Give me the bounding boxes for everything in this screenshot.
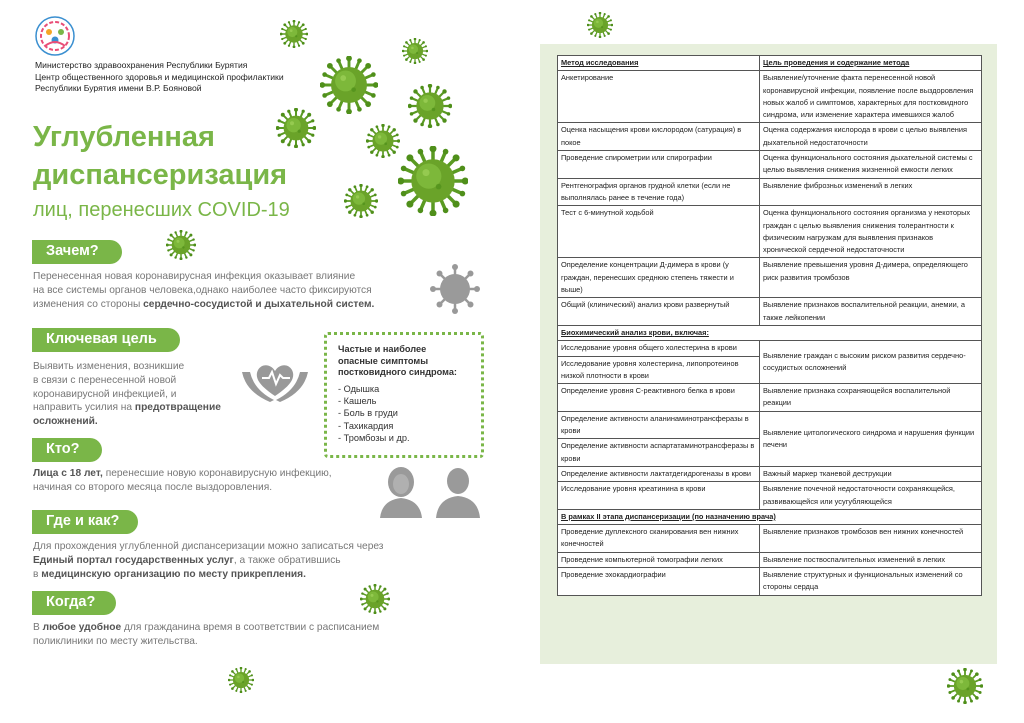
- table-row: [558, 298, 982, 326]
- table-cell: Выявление поствоспалительных изменений в легких: [760, 552, 982, 567]
- table-cell: Оценка функционального состояния организма у некоторых граждан с целью выявления снижения толерантности к физическим нагрузкам для выявления признаков хронической сердечной недостаточности: [760, 206, 982, 258]
- where-heading: Где и как?: [32, 510, 138, 534]
- who-heading: Кто?: [32, 438, 102, 462]
- virus-icon: [366, 124, 400, 158]
- virus-icon: [344, 184, 378, 218]
- table-cell: Выявление фиброзных изменений в легких: [760, 178, 982, 206]
- table-cell: Оценка функционального состояния дыхательной системы с целью выявления снижения жизненной емкости легких: [760, 151, 982, 179]
- table-cell: Выявление/уточнение факта перенесенной новой коронавирусной инфекции, появление после выздоровления новых жалоб и симптомов, характерных для постковидного синдрома, или изменение характера имевшихся жалоб: [760, 71, 982, 123]
- table-cell: Выявление признаков тромбозов вен нижних конечностей: [760, 525, 982, 553]
- table-cell: Определение активности лактатдегидрогеназы в крови: [558, 466, 760, 481]
- goal-text: Выявить изменения, возникшие в связи с перенесенной новой коронавирусной инфекцией, и направить усилия на предотвращение осложнений.: [33, 361, 221, 428]
- virus-icon: [320, 56, 378, 114]
- table-row: [558, 552, 982, 567]
- methods-table: [557, 55, 982, 596]
- table-row: [558, 525, 982, 553]
- table-section-row: [558, 325, 982, 340]
- column-header: Метод исследования: [558, 56, 760, 71]
- virus-icon: [408, 84, 452, 128]
- why-text: Перенесенная новая коронавирусная инфекция оказывает влияние на все системы органов человека,однако наиболее часто фиксируются изменения со стороны сердечно-сосудистой и дыхательной систем.: [33, 271, 375, 310]
- grey-virus-icon: [430, 264, 480, 314]
- table-cell: Проведение дуплексного сканирования вен нижних конечностей: [558, 525, 760, 553]
- column-header: Цель проведения и содержание метода: [760, 56, 982, 71]
- virus-icon: [947, 668, 983, 704]
- table-cell: Исследование уровня креатинина в крови: [558, 482, 760, 510]
- table-row: [558, 411, 982, 439]
- page-title: Углубленная диспансеризация: [33, 121, 288, 191]
- table-cell: Проведение эхокардиографии: [558, 567, 760, 595]
- virus-icon: [166, 230, 196, 260]
- virus-icon: [280, 20, 308, 48]
- logo-icon: [35, 16, 75, 56]
- table-cell: Определение концентрации Д-димера в крови (у граждан, перенесших среднюю степень тяжести и выше): [558, 258, 760, 298]
- virus-icon: [402, 38, 428, 64]
- virus-icon: [587, 12, 613, 38]
- table-cell: Тест с 6-минутной ходьбой: [558, 206, 760, 258]
- ministry-header: [35, 60, 284, 95]
- table-cell: Проведение компьютерной томографии легких: [558, 552, 760, 567]
- virus-icon: [276, 108, 316, 148]
- where-text: Для прохождения углубленной диспансеризации можно записаться через Единый портал государственных услуг, а также обратившись в медицинскую организацию по месту прикрепления.: [33, 541, 384, 580]
- table-cell: Выявление почечной недостаточности сохраняющейся, развивающейся или усугубляющейся: [760, 482, 982, 510]
- table-cell: Выявление превышения уровня Д-димера, определяющего риск развития тромбозов: [760, 258, 982, 298]
- heart-hands-icon: [240, 358, 310, 404]
- table-row: [558, 482, 982, 510]
- table-row: [558, 151, 982, 179]
- who-text: Лица с 18 лет, перенесшие новую коронавирусную инфекцию, начиная со второго месяца после выздоровления.: [33, 468, 332, 493]
- table-cell: Проведение спирометрии или спирографии: [558, 151, 760, 179]
- table-cell: Общий (клинический) анализ крови развернутый: [558, 298, 760, 326]
- table-cell: Оценка насыщения крови кислородом (сатурация) в покое: [558, 123, 760, 151]
- table-section-row: [558, 509, 982, 524]
- symptoms-title: Частые и наиболее опасные симптомы постковидного синдрома:: [338, 344, 457, 377]
- when-heading: Когда?: [32, 591, 116, 615]
- list-item: - Боль в груди: [338, 407, 481, 419]
- table-row: [558, 178, 982, 206]
- goal-heading: Ключевая цель: [32, 328, 180, 352]
- table-cell: Выявление признаков воспалительной реакции, анемии, а также лейкопении: [760, 298, 982, 326]
- page-subtitle: лиц, перенесших COVID-19: [33, 199, 290, 221]
- table-header-row: [558, 56, 982, 71]
- table-cell: Оценка содержания кислорода в крови с целью выявления дыхательной недостаточности: [760, 123, 982, 151]
- list-item: - Тромбозы и др.: [338, 432, 481, 444]
- virus-icon: [228, 667, 254, 693]
- table-cell: Важный маркер тканевой деструкции: [760, 466, 982, 481]
- table-row: [558, 123, 982, 151]
- table-cell: Определение активности аланинаминотрансферазы в крови: [558, 411, 760, 439]
- ministry-line: Центр общественного здоровья и медицинской профилактики: [35, 71, 284, 82]
- table-cell: Выявление граждан с высоким риском развития сердечно-сосудистых осложнений: [760, 341, 982, 384]
- table-row: [558, 384, 982, 412]
- table-row: [558, 71, 982, 123]
- table-row: [558, 567, 982, 595]
- table-cell: Исследование уровня холестерина, липопротеинов низкой плотности в крови: [558, 356, 760, 384]
- virus-icon: [360, 584, 390, 614]
- table-cell: Рентгенография органов грудной клетки (если не выполнялась ранее в течение года): [558, 178, 760, 206]
- woman-silhouette-icon: [378, 466, 424, 518]
- man-silhouette-icon: [434, 466, 482, 518]
- symptoms-list: [338, 383, 481, 445]
- table-cell: Определение активности аспартатаминотрансферазы в крови: [558, 439, 760, 467]
- table-section-heading: Биохимический анализ крови, включая:: [558, 325, 982, 340]
- table-section-heading: В рамках II этапа диспансеризации (по назначению врача): [558, 509, 982, 524]
- table-row: [558, 341, 982, 356]
- table-row: [558, 206, 982, 258]
- list-item: - Одышка: [338, 383, 481, 395]
- list-item: - Кашель: [338, 395, 481, 407]
- symptoms-box: [324, 332, 484, 458]
- table-cell: Выявление признака сохраняющейся воспалительной реакции: [760, 384, 982, 412]
- table-row: [558, 258, 982, 298]
- when-text: В любое удобное для гражданина время в соответствии с расписанием поликлиники по месту жительства.: [33, 622, 380, 647]
- table-cell: Определение уровня С-реактивного белка в крови: [558, 384, 760, 412]
- ministry-line: Республики Бурятия имени В.Р. Бояновой: [35, 83, 202, 93]
- table-cell: Исследование уровня общего холестерина в крови: [558, 341, 760, 356]
- virus-icon: [398, 146, 468, 216]
- table-cell: Выявление структурных и функциональных изменений со стороны сердца: [760, 567, 982, 595]
- ministry-line: Министерство здравоохранения Республики Бурятия: [35, 60, 248, 70]
- list-item: - Тахикардия: [338, 420, 481, 432]
- table-cell: Анкетирование: [558, 71, 760, 123]
- why-heading: Зачем?: [32, 240, 122, 264]
- table-row: [558, 466, 982, 481]
- table-cell: Выявление цитологического синдрома и нарушения функции печени: [760, 411, 982, 466]
